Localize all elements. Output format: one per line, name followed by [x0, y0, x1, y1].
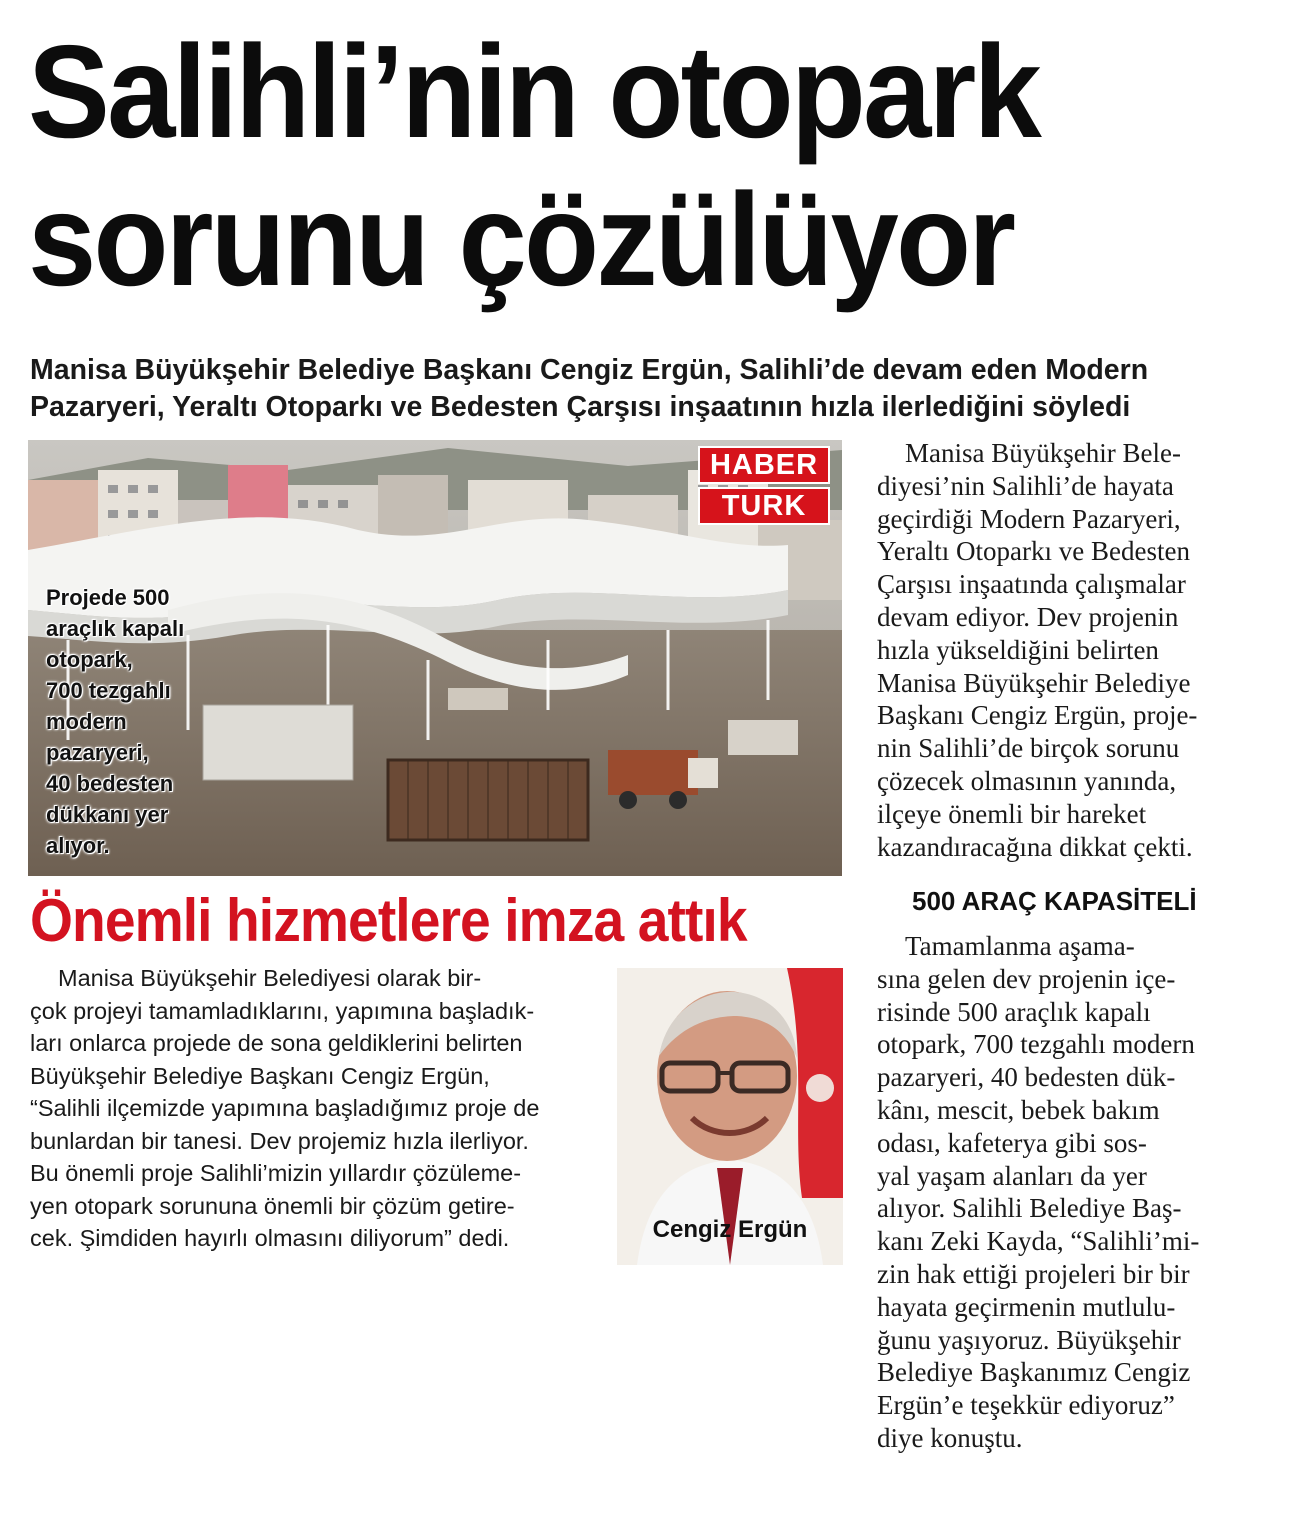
body-line: Bu önemli proje Salihli’mizin yıllardır çözüleme- — [30, 1160, 522, 1186]
body-line: cek. Şimdiden hayırlı olmasını diliyorum” dedi. — [30, 1225, 510, 1251]
body-line: Belediye Başkanımız Cengiz — [877, 1357, 1191, 1388]
body-line: odası, kafeterya gibi sos- — [877, 1127, 1147, 1158]
photo-caption-line: alıyor. — [46, 833, 110, 858]
portrait-caption: Cengiz Ergün — [652, 1216, 808, 1243]
photo-caption-line: araçlık kapalı — [46, 616, 185, 641]
body-line: Yeraltı Otoparkı ve Bedesten — [877, 536, 1190, 567]
body-line: kânı, mescit, bebek bakım — [877, 1094, 1160, 1125]
logo-line-2: TURK — [698, 487, 830, 525]
photo-caption-line: 40 bedesten — [46, 771, 174, 796]
body-line: Büyükşehir Belediye Başkanı Cengiz Ergün, — [30, 1062, 490, 1089]
body-line: bunlardan bir tanesi. Dev projemiz hızla ilerliyor. — [30, 1127, 529, 1154]
portrait-photo — [617, 968, 843, 1265]
body-line: Manisa Büyükşehir Belediyesi olarak bir- — [58, 965, 482, 991]
body-line: diyesi’nin Salihli’de hayata — [877, 470, 1174, 501]
left-column-body — [30, 962, 602, 1255]
body-line: nin Salihli’de birçok sorunu — [877, 733, 1180, 764]
body-line: Tamamlanma aşama- — [905, 931, 1135, 961]
body-line: ğunu yaşıyoruz. Büyükşehir — [877, 1324, 1181, 1355]
right-column-bottom — [877, 930, 1277, 1455]
body-line: yen otopark sorununa önemli bir çözüm getire- — [30, 1192, 515, 1219]
body-line: otopark, 700 tezgahlı modern — [877, 1029, 1195, 1060]
body-line: geçirdiği Modern Pazaryeri, — [877, 503, 1181, 534]
body-line: pazaryeri, 40 bedesten dük- — [877, 1062, 1176, 1093]
body-line: zin hak ettiği projeleri bir bir — [877, 1258, 1190, 1289]
right-column-top — [877, 437, 1277, 863]
body-line: “Salihli ilçemizde yapımına başladığımız proje de — [30, 1095, 540, 1121]
deck — [30, 352, 1270, 426]
body-line: ilçeye önemli bir hareket — [877, 798, 1147, 829]
headline-line-1: Salihli’nin otopark — [28, 18, 1040, 165]
body-line: Çarşısı inşaatında çalışmalar — [877, 569, 1186, 600]
body-line: sına gelen dev projenin içe- — [877, 963, 1176, 994]
deck-line-2: Pazaryeri, Yeraltı Otoparkı ve Bedesten Çarşısı inşaatının hızla ilerlediğini söyledi — [30, 391, 1131, 423]
photo-caption-line: pazaryeri, — [46, 740, 149, 765]
body-line: Manisa Büyükşehir Belediye — [877, 667, 1191, 698]
haberturk-logo — [698, 446, 830, 528]
photo-caption-line: 700 tezgahlı — [46, 678, 171, 703]
construction-photo — [28, 440, 842, 876]
left-subhead: Önemli hizmetlere imza attık — [30, 887, 747, 954]
body-line: hayata geçirmenin mutlulu- — [877, 1291, 1176, 1322]
photo-caption-line: Projede 500 — [46, 585, 170, 610]
body-line: diye konuştu. — [877, 1422, 1023, 1453]
body-line: Manisa Büyükşehir Bele- — [905, 438, 1181, 468]
body-line: hızla yükseldiğini belirten — [877, 634, 1159, 665]
body-line: Ergün’e teşekkür ediyoruz” — [877, 1390, 1175, 1421]
photo-caption-line: modern — [46, 709, 127, 734]
deck-line-1: Manisa Büyükşehir Belediye Başkanı Cengiz Ergün, Salihli’de devam eden Modern — [30, 354, 1149, 386]
body-line: kazandıracağına dikkat çekti. — [877, 831, 1193, 862]
headline-line-2: sorunu çözülüyor — [28, 166, 1014, 313]
body-line: yal yaşam alanları da yer — [877, 1160, 1147, 1191]
body-line: Başkanı Cengiz Ergün, proje- — [877, 700, 1198, 731]
body-line: çözecek olmasının yanında, — [877, 765, 1177, 796]
logo-line-1: HABER — [698, 446, 830, 484]
photo-caption-line: otopark, — [46, 647, 133, 672]
body-line: ları onlarca projede de sona geldiklerini belirten — [30, 1030, 523, 1056]
body-line: çok projeyi tamamladıklarını, yapımına başladık- — [30, 997, 535, 1024]
body-line: kanı Zeki Kayda, “Salihli’mi- — [877, 1226, 1200, 1257]
body-line: devam ediyor. Dev projenin — [877, 601, 1179, 632]
right-subhead: 500 ARAÇ KAPASİTELİ — [912, 886, 1197, 916]
photo-caption — [46, 582, 216, 861]
headline — [28, 18, 1191, 314]
photo-caption-line: dükkanı yer — [46, 802, 169, 827]
body-line: risinde 500 araçlık kapalı — [877, 996, 1151, 1027]
body-line: alıyor. Salihli Belediye Baş- — [877, 1193, 1182, 1224]
